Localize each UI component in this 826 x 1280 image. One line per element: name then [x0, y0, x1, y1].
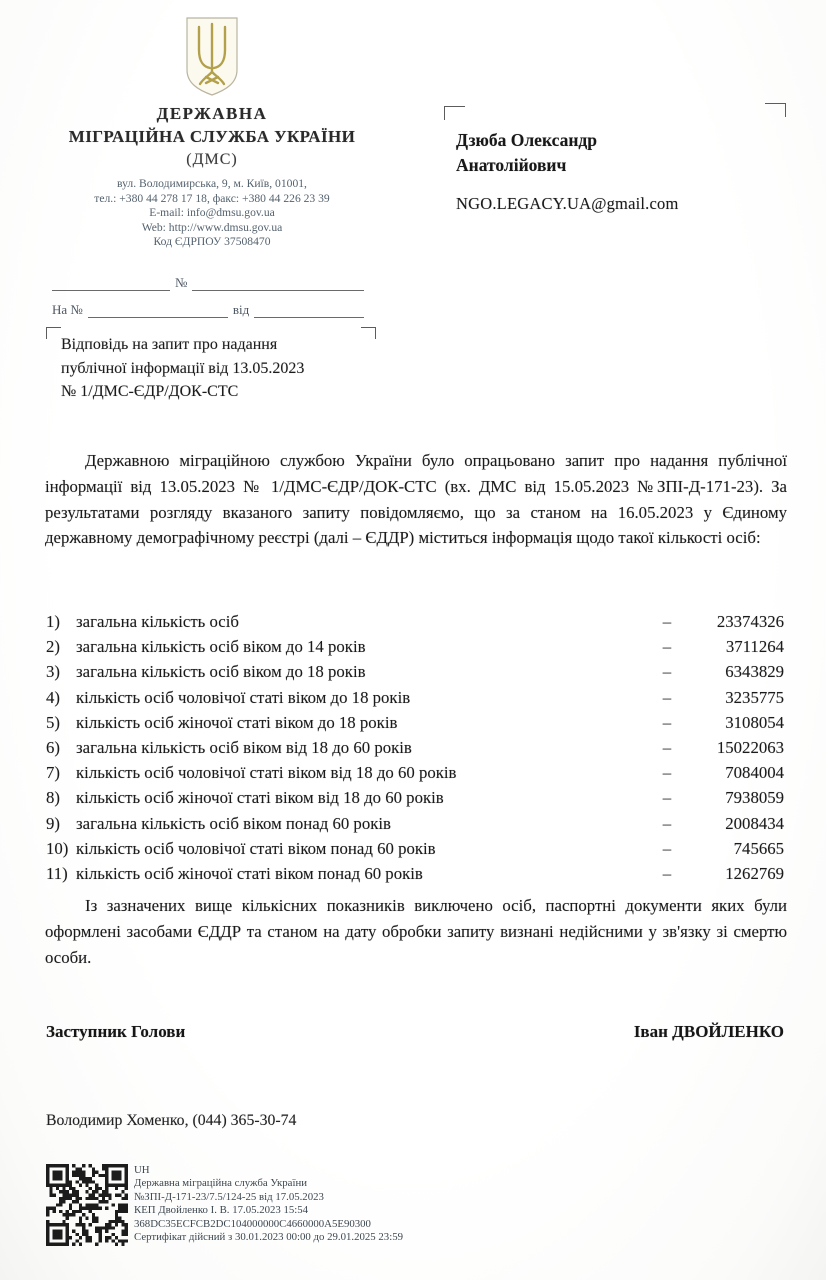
corner-mark-icon — [46, 327, 61, 339]
item-label: загальна кількість осіб — [76, 612, 239, 631]
recipient-email: NGO.LEGACY.UA@gmail.com — [456, 194, 679, 213]
reference-lines — [52, 274, 364, 328]
corner-mark-icon — [765, 103, 786, 117]
stamp-line: Державна міграційна служба України — [134, 1177, 308, 1190]
number-sign-label: № — [175, 275, 188, 290]
list-item: 9) загальна кількість осіб віком понад 60 років – 2008434 — [46, 813, 784, 833]
blank-line — [88, 303, 228, 318]
body-paragraph-1: Державною міграційною службою України було опрацьовано запит про надання публічної інформації від 13.05.2023 № 1/ДМС-ЄДР/ДОК-СТС (вх. ДМС від 15.05.2023 №ЗПІ-Д-171-23). За результатами розгляду вказаного запиту повідомляємо, що за станом на 16.05.2023 у Єдиному державному демографічному реєстрі (далі – ЄДДР) міститься інформація щодо такої кількості осіб: — [45, 451, 787, 548]
executor-contact: Володимир Хоменко, (044) 365-30-74 — [46, 1112, 297, 1129]
org-phone: тел.: +380 44 278 17 18, факс: +380 44 226 23 39 — [94, 191, 330, 205]
stamp-line: 368DC35ECFCB2DC104000000C4660000A5E90300 — [134, 1217, 371, 1230]
body-paragraph-2: Із зазначених вище кількісних показників виключено осіб, паспортні документи яких були оформлені засобами ЄДДР та станом на дату обробки запиту визнані недійсними у зв'язку зі смертю особи. — [45, 896, 787, 967]
list-item: 3) загальна кількість осіб віком до 18 років – 6343829 — [46, 662, 784, 682]
stamp-line: UH — [134, 1164, 150, 1176]
item-number: 1) — [46, 612, 60, 631]
letterhead — [42, 16, 382, 250]
signer-title: Заступник Голови — [46, 1022, 186, 1041]
trident-emblem-icon — [184, 16, 240, 98]
recipient-block — [444, 106, 786, 214]
org-name-line1: ДЕРЖАВНА — [156, 104, 268, 123]
qr-code-icon — [46, 1162, 128, 1248]
recipient-name: Дзюба Олександр Анатолійович — [456, 130, 597, 175]
item-dash: – — [662, 612, 672, 631]
stamp-line: Сертифікат дійсний з 30.01.2023 00:00 до 29.01.2025 23:59 — [134, 1231, 403, 1244]
vid-label: від — [232, 302, 250, 317]
list-item: 7) кількість осіб чоловічої статі віком від 18 до 60 років – 7084004 — [46, 763, 784, 783]
org-email: E-mail: info@dmsu.gov.ua — [149, 206, 275, 220]
stamp-line: №ЗПІ-Д-171-23/7.5/124-25 від 17.05.2023 — [134, 1190, 324, 1203]
list-item: 6) загальна кількість осіб віком від 18 до 60 років – 15022063 — [46, 737, 784, 757]
stamp-text — [134, 1162, 403, 1248]
statistics-list — [46, 612, 784, 889]
org-address: вул. Володимирська, 9, м. Київ, 01001, — [117, 177, 307, 190]
list-item: 8) кількість осіб жіночої статі віком від 18 до 60 років – 7938059 — [46, 788, 784, 808]
stamp-line: КЕП Двойленко І. В. 17.05.2023 15:54 — [134, 1204, 309, 1217]
blank-line — [254, 303, 364, 318]
subject-text: Відповідь на запит про надання публічної інформації від 13.05.2023 № 1/ДМС-ЄДР/ДОК-СТС — [61, 336, 305, 400]
list-item: 2) загальна кількість осіб віком до 14 років – 3711264 — [46, 637, 784, 657]
incoming-number-row — [52, 301, 364, 318]
org-website: Web: http://www.dmsu.gov.ua — [141, 220, 283, 234]
item-value: 23374326 — [716, 612, 784, 631]
corner-mark-icon — [361, 327, 376, 339]
blank-line — [52, 276, 170, 291]
list-item: 5) кількість осіб жіночої статі віком до 18 років – 3108054 — [46, 712, 784, 732]
org-contacts — [42, 177, 382, 250]
org-edrpou: Код ЄДРПОУ 37508470 — [153, 235, 271, 249]
org-abbreviation: (ДМС) — [186, 151, 238, 168]
list-item: 4) кількість осіб чоловічої статі віком до 18 років – 3235775 — [46, 687, 784, 707]
signer-name: Іван ДВОЙЛЕНКО — [633, 1022, 784, 1041]
corner-mark-icon — [444, 106, 465, 120]
blank-line — [192, 276, 364, 291]
list-item — [46, 612, 784, 637]
outgoing-number-row — [52, 274, 364, 291]
org-name-line2: МІГРАЦІЙНА СЛУЖБА УКРАЇНИ — [68, 127, 356, 146]
na-no-label: На № — [52, 302, 83, 317]
list-item: 10) кількість осіб чоловічої статі віком понад 60 років – 745665 — [46, 838, 784, 858]
subject-block — [46, 327, 376, 404]
list-item: 11) кількість осіб жіночої статі віком понад 60 років – 1262769 — [46, 863, 784, 883]
digital-signature-stamp — [46, 1162, 606, 1248]
signature-row — [46, 1022, 784, 1042]
